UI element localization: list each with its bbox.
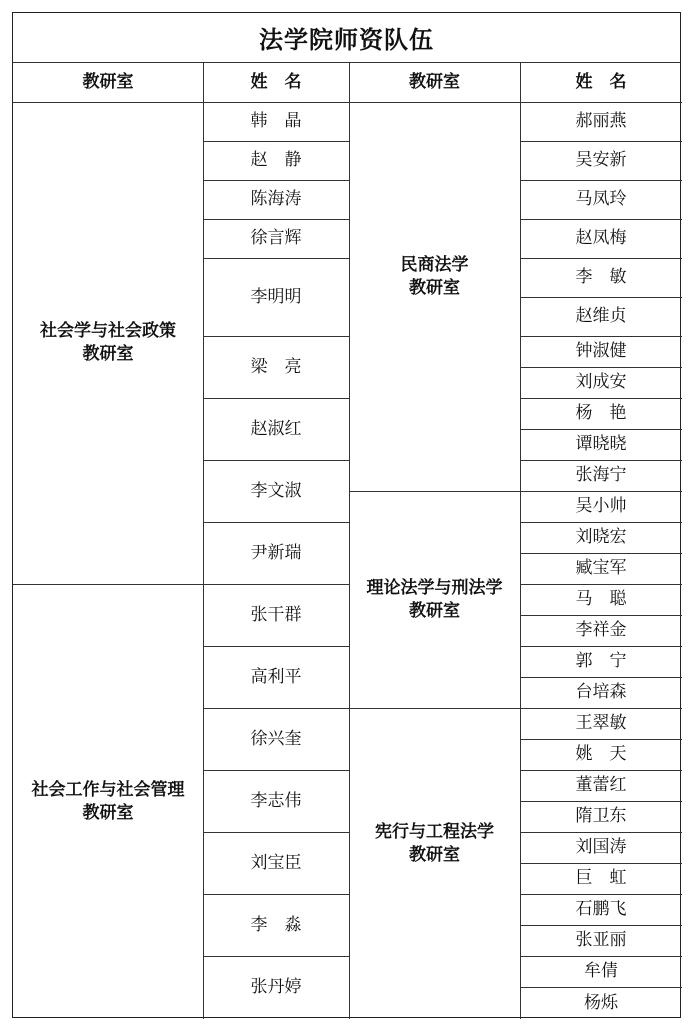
faculty-name: 谭晓晓: [575, 434, 627, 455]
faculty-name: 陈海涛: [250, 189, 302, 210]
faculty-name: 刘成安: [575, 372, 627, 393]
faculty-name: 马凤玲: [575, 189, 627, 210]
header-name: 姓 名: [575, 72, 627, 93]
faculty-name: 徐言辉: [250, 228, 302, 249]
faculty-name: 马 聪: [575, 589, 627, 610]
faculty-name: 王翠敏: [575, 713, 627, 734]
faculty-name: 李明明: [250, 286, 302, 307]
faculty-name: 郭 宁: [575, 651, 627, 672]
department-name: 民商法学 教研室: [400, 254, 469, 298]
faculty-table: [12, 12, 681, 1018]
faculty-name: 臧宝军: [575, 558, 627, 579]
department-name: 理论法学与刑法学 教研室: [366, 577, 503, 621]
faculty-name: 张干群: [250, 604, 302, 625]
faculty-name: 李文淑: [250, 480, 302, 501]
faculty-name: 张亚丽: [575, 930, 627, 951]
faculty-name: 梁 亮: [250, 356, 302, 377]
faculty-name: 台培森: [575, 682, 627, 703]
department-name: 社会工作与社会管理 教研室: [31, 779, 185, 823]
faculty-name: 李 敏: [575, 267, 627, 288]
faculty-name: 吴小帅: [575, 496, 627, 517]
faculty-name: 刘晓宏: [575, 527, 627, 548]
faculty-name: 张海宁: [575, 465, 627, 486]
faculty-name: 徐兴奎: [250, 728, 302, 749]
faculty-name: 韩 晶: [250, 111, 302, 132]
faculty-name: 赵维贞: [575, 306, 627, 327]
faculty-name: 李 淼: [250, 914, 302, 935]
header-dept: 教研室: [409, 72, 460, 93]
department-name: 宪行与工程法学 教研室: [375, 821, 494, 865]
faculty-name: 杨 艳: [575, 403, 627, 424]
faculty-name: 张丹婷: [250, 977, 302, 998]
faculty-name: 李志伟: [250, 790, 302, 811]
header-name: 姓 名: [250, 72, 302, 93]
faculty-name: 尹新瑞: [250, 542, 302, 563]
faculty-name: 刘宝臣: [250, 852, 302, 873]
faculty-name: 隋卫东: [575, 806, 627, 827]
faculty-name: 刘国涛: [575, 837, 627, 858]
faculty-name: 高利平: [250, 666, 302, 687]
faculty-name: 吴安新: [575, 150, 627, 171]
faculty-name: 赵 静: [250, 150, 302, 171]
faculty-name: 郝丽燕: [575, 111, 627, 132]
table-title: 法学院师资队伍: [13, 13, 680, 63]
faculty-name: 杨烁: [584, 992, 618, 1013]
faculty-name: 钟淑健: [575, 341, 627, 362]
faculty-name: 赵淑红: [250, 418, 302, 439]
faculty-name: 赵凤梅: [575, 228, 627, 249]
faculty-name: 石鹏飞: [575, 899, 627, 920]
faculty-name: 牟倩: [584, 961, 618, 982]
header-dept: 教研室: [82, 72, 134, 93]
faculty-name: 董蕾红: [575, 775, 627, 796]
faculty-name: 李祥金: [575, 620, 627, 641]
department-name: 社会学与社会政策 教研室: [40, 321, 176, 364]
faculty-name: 巨 虹: [575, 868, 627, 889]
faculty-name: 姚 天: [575, 744, 627, 765]
